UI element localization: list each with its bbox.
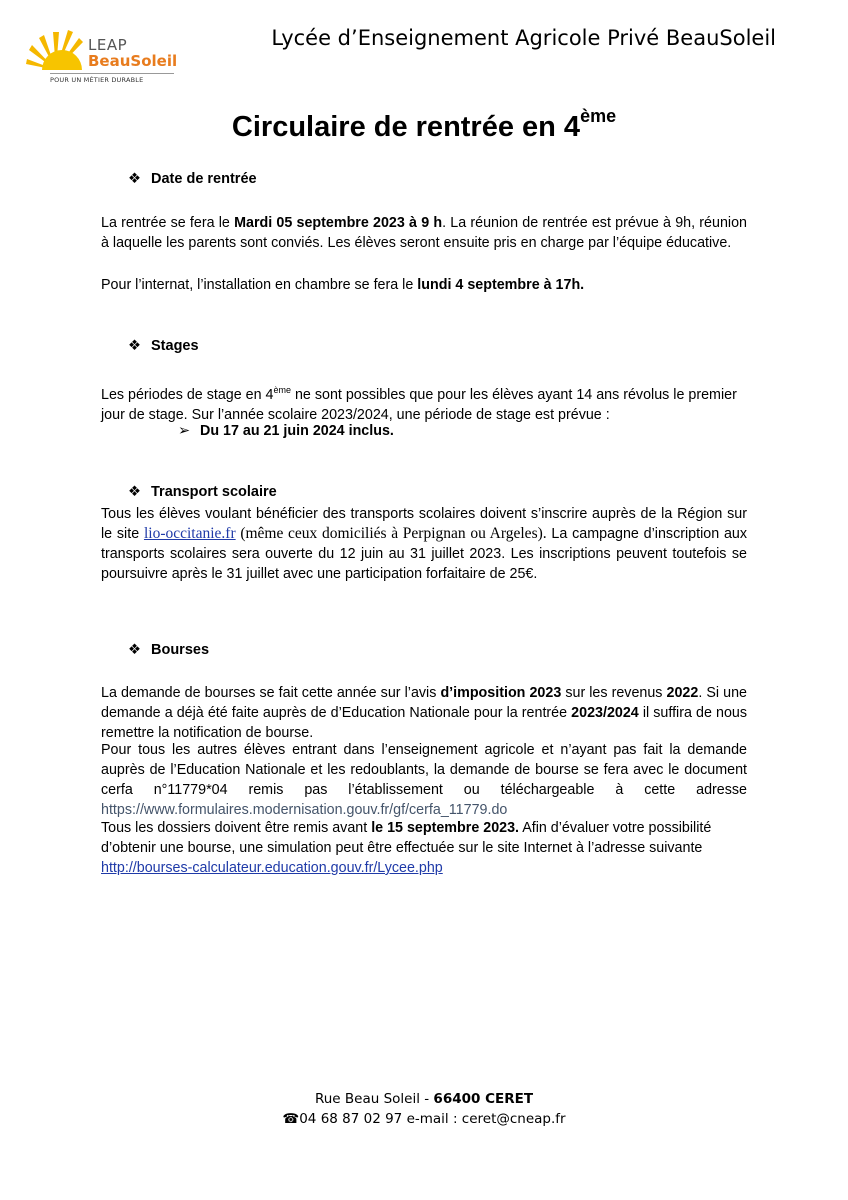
diamond-bullet-icon: ❖	[128, 338, 141, 354]
page-title: Circulaire de rentrée en 4ème	[231, 106, 617, 143]
diamond-bullet-icon: ❖	[128, 171, 141, 187]
school-logo	[26, 12, 176, 88]
paragraph-stages: Les périodes de stage en 4ème ne sont possibles que pour les élèves ayant 14 ans révolus le premier jour de stage. Sur l’année scolaire 2023/2024, une période de stage est prévue :	[101, 385, 737, 423]
logo-tagline: POUR UN MÉTIER DURABLE	[50, 76, 144, 84]
diamond-bullet-icon: ❖	[128, 484, 141, 500]
lio-occitanie-link[interactable]: lio-occitanie.fr	[143, 525, 236, 542]
logo-leap-text: LEAP	[88, 36, 128, 54]
footer-address: Rue Beau Soleil - 66400 CERET	[314, 1091, 534, 1107]
paragraph-bourses-1: La demande de bourses se fait cette année sur l’avis d’imposition 2023 sur les revenus 2022. Si une demande a déjà été faite auprès de d’Education Nationale pour la rentrée 2023/2024 il suffira de nous remettre la notification de bourse.	[101, 685, 747, 741]
phone-icon: ☎	[282, 1111, 300, 1127]
paragraph-bourses-2: Pour tous les autres élèves entrant dans l’enseignement agricole et n’ayant pas fait la demande auprès de l’Education Nationale et les redoublants, la demande de bourse se fera avec le document cerfa n°11779*04 remis pas l’établissement ou téléchargeable à cette adresse https://www.formulaires.modernisation.gouv.fr/gf/cerfa_11779.do	[101, 742, 747, 818]
logo-beausoleil-text: BeauSoleil	[88, 52, 178, 70]
arrow-bullet-icon: ➢	[178, 423, 190, 439]
heading-transport: ❖ Transport scolaire	[128, 484, 277, 500]
footer-contact: ☎04 68 87 02 97 e-mail : ceret@cneap.fr	[282, 1111, 566, 1127]
cerfa-url[interactable]: https://www.formulaires.modernisation.gouv.fr/gf/cerfa_11779.do	[101, 802, 508, 818]
paragraph-date-rentree: La rentrée se fera le Mardi 05 septembre 2023 à 9 h. La réunion de rentrée est prévue à 9h, réunion à laquelle les parents sont conviés. Les élèves seront ensuite pris en charge par l’équipe éducative.	[101, 215, 747, 251]
heading-date-rentree: ❖ Date de rentrée	[128, 171, 257, 187]
bourses-calculateur-link[interactable]: http://bourses-calculateur.education.gouv.fr/Lycee.php	[101, 860, 443, 876]
paragraph-bourses-3: Tous les dossiers doivent être remis avant le 15 septembre 2023. Afin d’évaluer votre possibilité d’obtenir une bourse, une simulation peut être effectuée sur le site Internet à l’adresse suivante http://bourses-calculateur.education.gouv.fr/Lycee.php	[101, 820, 712, 876]
paragraph-transport: Tous les élèves voulant bénéficier des transports scolaires doivent s’inscrire auprès de la Région sur le site lio-occitanie.fr (même ceux domiciliés à Perpignan ou Argeles). La campagne d’inscription aux transports scolaires sera ouverte du 12 juin au 31 juillet 2023. Les inscriptions peuvent toutefois se poursuivre après le 31 juillet avec une participation forfaitaire de 25€.	[101, 506, 747, 582]
paragraph-internat: Pour l’internat, l’installation en chambre se fera le lundi 4 septembre à 17h.	[101, 277, 585, 293]
sun-logo-icon	[26, 12, 96, 76]
school-name: Lycée d’Enseignement Agricole Privé BeauSoleil	[271, 26, 776, 50]
logo-divider	[50, 73, 174, 74]
diamond-bullet-icon: ❖	[128, 642, 141, 658]
heading-bourses: ❖ Bourses	[128, 642, 210, 658]
heading-stages: ❖ Stages	[128, 338, 199, 354]
title-superscript: ème	[580, 106, 617, 126]
stage-period-bullet: ➢ Du 17 au 21 juin 2024 inclus.	[178, 423, 394, 439]
